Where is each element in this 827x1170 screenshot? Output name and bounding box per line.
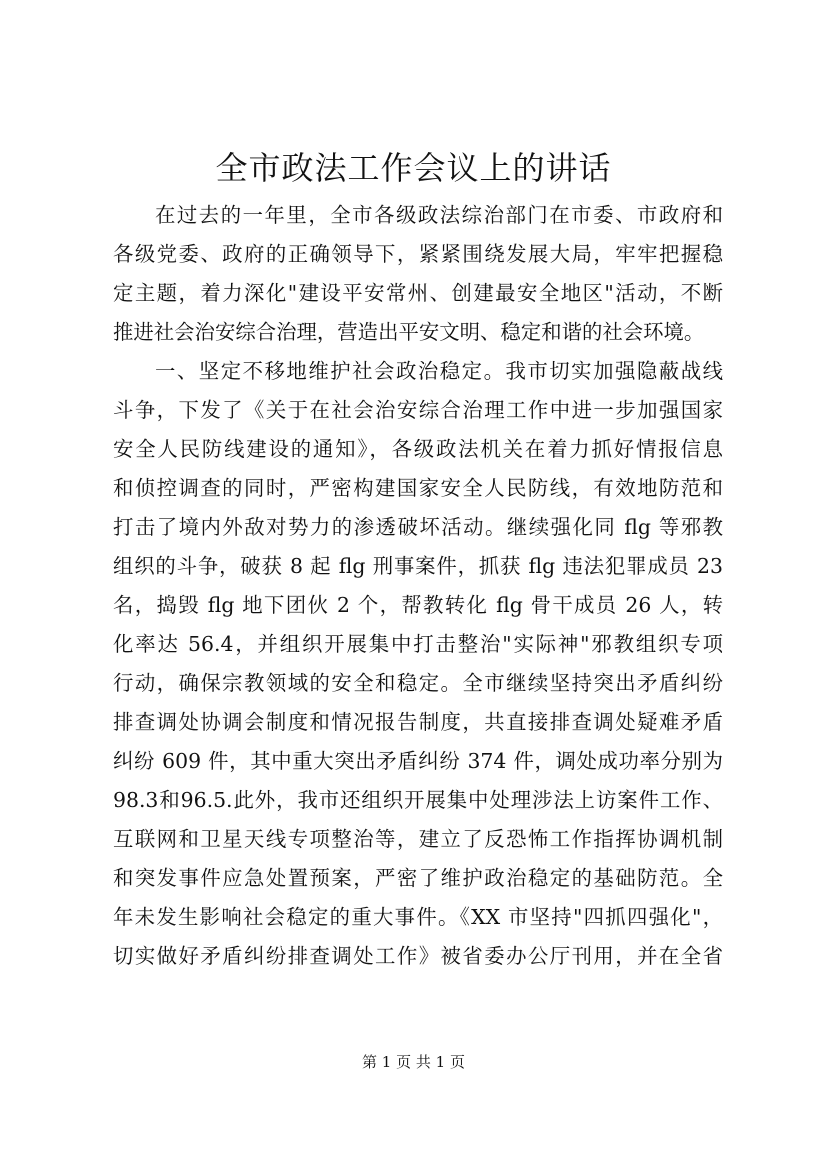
body-line: 98.3和96.5.此外，我市还组织开展集中处理涉法上访案件工作、	[113, 788, 723, 812]
body-line: 排查调处协调会制度和情况报告制度，共直接排查调处疑难矛盾	[113, 710, 723, 734]
body-line: 各级党委、政府的正确领导下，紧紧围绕发展大局，牢牢把握稳	[113, 242, 723, 266]
body-line: 定主题，着力深化"建设平安常州、创建最安全地区"活动，不断	[113, 281, 723, 305]
body-line: 一、坚定不移地维护社会政治稳定。我市切实加强隐蔽战线	[155, 359, 723, 383]
body-line: 和突发事件应急处置预案，严密了维护政治稳定的基础防范。全	[113, 866, 723, 890]
page-footer: 第 1 页 共 1 页	[362, 1053, 465, 1071]
body-line: 和侦控调查的同时，严密构建国家安全人民防线，有效地防范和	[113, 476, 723, 500]
body-line: 切实做好矛盾纠纷排查调处工作》被省委办公厅刊用，并在全省	[113, 944, 723, 968]
body-line: 年未发生影响社会稳定的重大事件。《XX 市坚持"四抓四强化"，	[113, 905, 723, 929]
document-title: 全市政法工作会议上的讲话	[215, 149, 612, 187]
body-line: 互联网和卫星天线专项整治等，建立了反恐怖工作指挥协调机制	[113, 827, 723, 851]
body-line: 打击了境内外敌对势力的渗透破坏活动。继续强化同 flg 等邪教	[113, 515, 723, 539]
body-line: 斗争，下发了《关于在社会治安综合治理工作中进一步加强国家	[113, 398, 723, 422]
body-line: 行动，确保宗教领域的安全和稳定。全市继续坚持突出矛盾纠纷	[113, 671, 723, 695]
document-body	[113, 196, 723, 976]
body-line: 化率达 56.4，并组织开展集中打击整治"实际神"邪教组织专项	[113, 632, 723, 656]
body-line: 推进社会治安综合治理，营造出平安文明、稳定和谐的社会环境。	[113, 320, 705, 344]
body-line: 组织的斗争，破获 8 起 flg 刑事案件，抓获 flg 违法犯罪成员 23	[113, 554, 723, 578]
body-line: 安全人民防线建设的通知》，各级政法机关在着力抓好情报信息	[113, 437, 723, 461]
body-line: 纠纷 609 件，其中重大突出矛盾纠纷 374 件，调处成功率分别为	[113, 749, 723, 773]
body-line: 名，捣毁 flg 地下团伙 2 个，帮教转化 flg 骨干成员 26 人，转	[113, 593, 723, 617]
body-line: 在过去的一年里，全市各级政法综治部门在市委、市政府和	[155, 203, 723, 227]
